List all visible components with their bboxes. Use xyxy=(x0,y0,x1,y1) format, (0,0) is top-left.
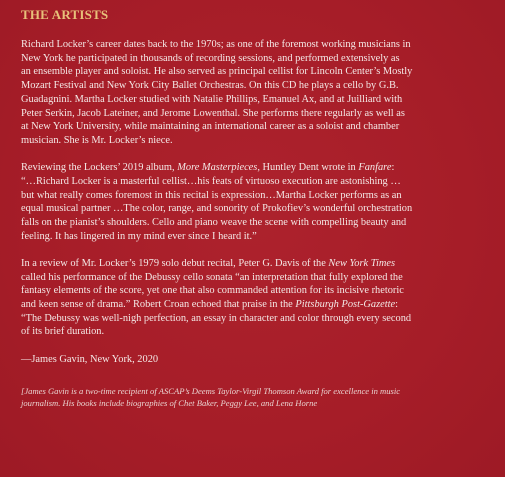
text-fragment: : xyxy=(391,162,395,174)
author-note xyxy=(21,385,491,410)
section-heading: THE ARTISTS xyxy=(21,7,109,22)
newspaper-title: Pittsburgh Post-Gazette xyxy=(295,298,396,310)
text-line: Mozart Festival and New York City Ballet Orchestras. On this CD he plays a cello by G.B. xyxy=(21,80,399,92)
text-line: falls on the pianist’s shoulders. Cello and piano weave the scene with compelling beauty and xyxy=(21,216,407,228)
text-line xyxy=(21,161,491,175)
text-fragment: , Huntley Dent wrote in xyxy=(257,162,359,174)
author-signature: —James Gavin, New York, 2020 xyxy=(21,353,159,365)
text-line: called his performance of the Debussy cello sonata “an interpretation that fully explored the xyxy=(21,271,403,283)
text-line: Guadagnini. Martha Locker studied with Natalie Phillips, Emanuel Ax, and at Juilliard with xyxy=(21,93,403,105)
paragraph-fanfare-review xyxy=(21,161,491,243)
paragraph-nyt-review xyxy=(21,257,491,339)
text-line: musician. She is Mr. Locker’s niece. xyxy=(21,134,173,146)
album-title: More Masterpieces xyxy=(177,162,258,174)
text-fragment: In a review of Mr. Locker’s 1979 solo debut recital, Peter G. Davis of the xyxy=(21,257,329,269)
text-line: [James Gavin is a two-time recipient of ASCAP’s Deems Taylor-Virgil Thomson Award for excellence in music xyxy=(21,385,401,396)
paragraph-biography xyxy=(21,38,491,148)
text-line: journalism. His books include biographies of Chet Baker, Peggy Lee, and Lena Horne xyxy=(21,398,318,409)
text-line: “The Debussy was well-nigh perfection, an essay in character and color through every second xyxy=(21,312,412,324)
text-line xyxy=(21,257,491,271)
text-line: Peter Serkin, Jacob Lateiner, and Jerome Lowenthal. She performs there regularly as well as xyxy=(21,107,405,119)
newspaper-title: New York Times xyxy=(328,257,396,269)
text-line: an ensemble player and soloist. He also served as principal cellist for Lincoln Center’s Mostly xyxy=(21,66,413,78)
text-line: Richard Locker’s career dates back to the 1970s; as one of the foremost working musicians in xyxy=(21,39,411,50)
magazine-title: Fanfare xyxy=(358,162,392,174)
text-line: New York he participated in thousands of recording sessions, and performed extensively as xyxy=(21,52,400,64)
text-fragment: Reviewing the Lockers’ 2019 album, xyxy=(21,162,178,174)
text-line: equal musical partner …The color, range, and sonority of Prokofiev’s wonderful orchestration xyxy=(21,203,413,215)
text-fragment: : xyxy=(395,298,399,310)
text-line: at New York University, while maintaining an international career as a soloist and chamber xyxy=(21,121,400,133)
text-line: but what really comes foremost in this recital is expression…Martha Locker performs as an xyxy=(21,189,402,201)
text-line xyxy=(21,298,491,312)
text-line: of its brief duration. xyxy=(21,326,105,338)
text-line: fantasy elements of the score, yet one that also commanded attention for its incisive rhetoric xyxy=(21,285,404,297)
text-line: “…Richard Locker is a masterful cellist…his feats of virtuoso execution are astonishing … xyxy=(21,175,401,187)
text-line: feeling. It has lingered in my mind ever since I heard it.” xyxy=(21,230,257,242)
text-fragment: and keen sense of drama.” Robert Croan echoed that praise in the xyxy=(21,298,296,310)
